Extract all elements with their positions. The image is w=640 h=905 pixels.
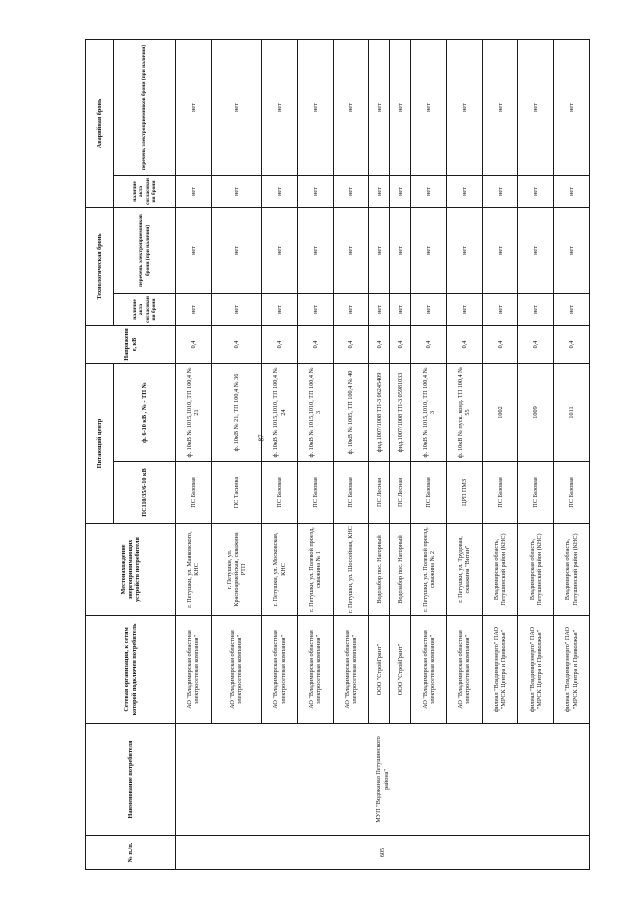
emerg-power-list-cell: нет [262,39,298,175]
network-cell: АО "Владимирская областная электросетевая компания" [211,616,261,724]
voltage-cell: 0,4 [176,326,212,364]
page-number: 87 [257,434,266,442]
network-cell: АО "Владимирская областная электросетевая компания" [411,616,447,724]
location-cell: Владимирская область, Петушинский район (КНС) [554,524,590,616]
substation-cell: ПС Лесная [369,462,390,524]
network-cell: ООО "СтройГрант" [369,616,390,724]
network-cell: АО "Владимирская областная электросетевая компания" [262,616,298,724]
feeder-cell: ф. 10кВ № 21, ТП 100,4 № 36 [211,364,261,462]
consumer-table [85,39,590,870]
location-cell: Водозабор пос. Нагорный [369,524,390,616]
header-feeding-center: Питающий центр [86,364,114,524]
rotated-table-container [85,40,590,870]
emerg-power-list-cell: нет [554,39,590,175]
tech-power-list-cell: нет [390,207,411,293]
location-cell: г. Петушки, ул. Маяковского, КНС [176,524,212,616]
feeder-cell: ф. 10кВ № 1015,1010, ТП 100,4 № 3 [297,364,333,462]
tech-agreed-cell: нет [518,294,554,326]
tech-power-list-cell: нет [333,207,369,293]
table-body [176,39,590,869]
feeder-cell: ф. 10кВ № 1015,1010, ТП 100,4 № 3 [411,364,447,462]
network-cell: филиал "Владимирэнерго" ПАО "МРСК Центра и Приволжья" [554,616,590,724]
emerg-agreed-cell: нет [211,175,261,207]
feeder-cell: ф. 10кВ № 1015,1010, ТП 100,4 № 24 [262,364,298,462]
tech-power-list-cell: нет [447,207,483,293]
tech-agreed-cell: нет [554,294,590,326]
emerg-power-list-cell: нет [176,39,212,175]
header-network: Сетевая организация, к сетям которой подключен потребитель [86,616,176,724]
header-voltage: Напряжение, кВ [86,326,176,364]
tech-power-list-cell: нет [554,207,590,293]
tech-agreed-cell: нет [176,294,212,326]
row-number: 605 [176,836,590,870]
voltage-cell: 0,4 [518,326,554,364]
tech-agreed-cell: нет [211,294,261,326]
feeder-cell: 1009 [518,364,554,462]
network-cell: АО "Владимирская областная электросетевая компания" [447,616,483,724]
emerg-power-list-cell: нет [297,39,333,175]
substation-cell: ПС Базовая [411,462,447,524]
emerg-agreed-cell: нет [333,175,369,207]
header-feeder: ф. 6-10 кВ , № - ТП № [114,364,176,462]
network-cell: филиал "Владимирэнерго" ПАО "МРСК Центра и Приволжья" [518,616,554,724]
tech-power-list-cell: нет [411,207,447,293]
substation-cell: ПС Базовая [297,462,333,524]
network-cell: АО "Владимирская областная электросетевая компания" [176,616,212,724]
tech-agreed-cell: нет [447,294,483,326]
emerg-power-list-cell: нет [333,39,369,175]
feeder-cell: ф. 10кВ № пуск. конд. ТП 100,4 № 55 [447,364,483,462]
emerg-agreed-cell: нет [262,175,298,207]
tech-agreed-cell: нет [333,294,369,326]
location-cell: г. Петушки, ул. Шоссейная, КНС [333,524,369,616]
tech-power-list-cell: нет [211,207,261,293]
substation-cell: ПС Тасинка [211,462,261,524]
location-cell: г. Петушки, ул. Трудовая, скважина "Витан" [447,524,483,616]
emerg-agreed-cell: нет [518,175,554,207]
substation-cell: ПС Базовая [262,462,298,524]
location-cell: Водозабор пос. Нагорный [390,524,411,616]
voltage-cell: 0,4 [369,326,390,364]
emerg-power-list-cell: нет [518,39,554,175]
feeder-cell: 1011 [554,364,590,462]
tech-agreed-cell: нет [411,294,447,326]
tech-agreed-cell: нет [390,294,411,326]
substation-cell: ПС Базовая [518,462,554,524]
header-ps: ПС110/35/6-10 кВ [114,462,176,524]
emerg-agreed-cell: нет [411,175,447,207]
header-emerg-has-agreed: наличие акта согласования брони [114,175,176,207]
substation-cell: ЦРП ПМЗ [447,462,483,524]
emerg-agreed-cell: нет [176,175,212,207]
tech-power-list-cell: нет [262,207,298,293]
network-cell: АО "Владимирская областная электросетевая компания" [297,616,333,724]
voltage-cell: 0,4 [333,326,369,364]
tech-agreed-cell: нет [297,294,333,326]
feeder-cell: 1002 [482,364,518,462]
tech-agreed-cell: нет [262,294,298,326]
emerg-agreed-cell: нет [390,175,411,207]
consumer-name: МУП "Водоканал Петушинского района" [176,724,590,836]
location-cell: Владимирская область, Петушинский район (КНС) [518,524,554,616]
tech-agreed-cell: нет [369,294,390,326]
emerg-agreed-cell: нет [297,175,333,207]
header-consumer: Наименование потребителя [86,724,176,836]
voltage-cell: 0,4 [297,326,333,364]
location-cell: г. Петушки, ул. Полевой проезд, скважина № 2 [411,524,447,616]
feeder-cell: фид.1007/1008 ТП-3 05981033 [390,364,411,462]
emerg-agreed-cell: нет [554,175,590,207]
header-emerg-armor: Аварийная бронь [86,39,114,207]
header-location: Местонахождение энергопринимающих устройств потребителя [86,524,176,616]
voltage-cell: 0,4 [411,326,447,364]
emerg-power-list-cell: нет [411,39,447,175]
header-tech-armor: Технологическая бронь [86,207,114,325]
network-cell: ООО "СтройГрант" [390,616,411,724]
feeder-cell: фид.1007/1008 ТП-3 06245409 [369,364,390,462]
emerg-power-list-cell: нет [369,39,390,175]
voltage-cell: 0,4 [211,326,261,364]
emerg-agreed-cell: нет [482,175,518,207]
table-header [86,39,176,869]
network-cell: филиал "Владимирэнерго" ПАО "МРСК Центра и Приволжья" [482,616,518,724]
header-emerg-power-list: перечень электроприемников брони (при наличии) [114,39,176,175]
substation-cell: ПС Базовая [482,462,518,524]
network-cell: АО "Владимирская областная электросетевая компания" [333,616,369,724]
emerg-agreed-cell: нет [447,175,483,207]
header-num: № п./п. [86,836,176,870]
tech-agreed-cell: нет [482,294,518,326]
location-cell: г. Петушки, ул. Красноармейская, скважина РТП [211,524,261,616]
voltage-cell: 0,4 [447,326,483,364]
emerg-power-list-cell: нет [211,39,261,175]
location-cell: г. Петушки, ул. Полевой проезд, скважина № 1 [297,524,333,616]
location-cell: Владимирская область, Петушинский район (КНС) [482,524,518,616]
voltage-cell: 0,4 [482,326,518,364]
feeder-cell: ф. 10кВ № 1015,1010, ТП 100,4 № 21 [176,364,212,462]
tech-power-list-cell: нет [518,207,554,293]
emerg-power-list-cell: нет [482,39,518,175]
tech-power-list-cell: нет [176,207,212,293]
substation-cell: ПС Лесная [390,462,411,524]
voltage-cell: 0,4 [262,326,298,364]
emerg-power-list-cell: нет [447,39,483,175]
emerg-agreed-cell: нет [369,175,390,207]
header-tech-power-list: перечень электроприемников брони (при наличии) [114,207,176,293]
tech-power-list-cell: нет [297,207,333,293]
substation-cell: ПС Базовая [554,462,590,524]
tech-power-list-cell: нет [369,207,390,293]
voltage-cell: 0,4 [390,326,411,364]
header-tech-has-agreed: наличие акта согласования брони [114,294,176,326]
tech-power-list-cell: нет [482,207,518,293]
table-row [176,39,212,869]
feeder-cell: ф. 10кВ № 1005, ТП 100,4 № 40 [333,364,369,462]
location-cell: г. Петушки, ул. Московская, КНС [262,524,298,616]
emerg-power-list-cell: нет [390,39,411,175]
voltage-cell: 0,4 [554,326,590,364]
substation-cell: ПС Базовая [176,462,212,524]
substation-cell: ПС Базовая [333,462,369,524]
